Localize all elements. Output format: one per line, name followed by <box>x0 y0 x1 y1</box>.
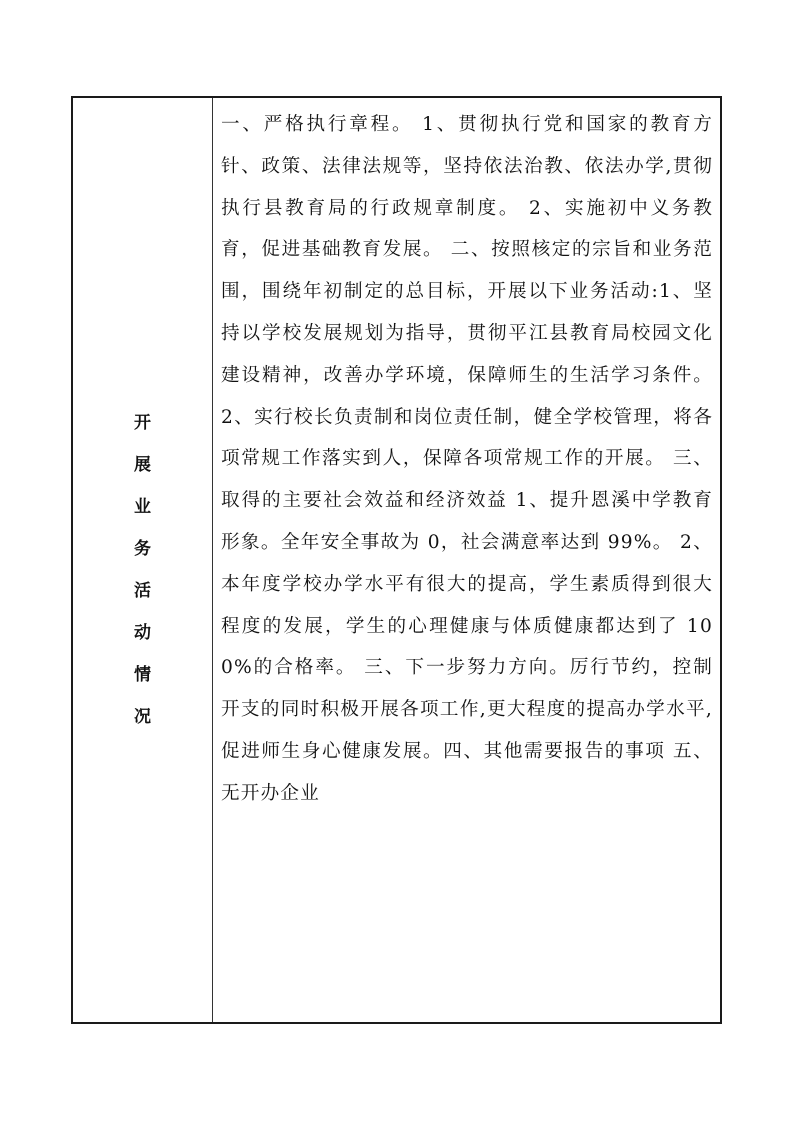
row-label-char: 动 <box>134 623 151 643</box>
activity-description: 一、严格执行章程。 1、贯彻执行党和国家的教育方针、政策、法律法规等，坚持依法治教、依法办学,贯彻执行县教育局的行政规章制度。 2、实施初中义务教育，促进基础教育发展。 二、按照核定的宗旨和业务范围，围绕年初制定的总目标，开展以下业务活动:1、坚持以学校发展规划为指导，贯彻平江县教育局校园文化建设精神，改善办学环境，保障师生的生活学习条件。 2、实行校长负责制和岗位责任制，健全学校管理，将各项常规工作落实到人，保障各项常规工作的开展。 三、取得的主要社会效益和经济效益 1、提升恩溪中学教育形象。全年安全事故为 0，社会满意率达到 99%。 2、本年度学校办学水平有很大的提高，学生素质得到很大程度的发展，学生的心理健康与体质健康都达到了 100%的合格率。 三、下一步努力方向。厉行节约，控制开支的同时积极开展各项工作,更大程度的提高办学水平,促进师生身心健康发展。四、其他需要报告的事项 五、无开办企业 <box>221 114 713 804</box>
row-content-cell <box>213 98 720 1022</box>
row-label-char: 业 <box>134 497 151 517</box>
row-label-char: 开 <box>134 413 151 433</box>
row-label-char: 况 <box>134 707 151 727</box>
row-label-char: 活 <box>134 581 151 601</box>
row-label-char: 展 <box>134 455 151 475</box>
row-label-char: 情 <box>134 665 151 685</box>
report-table <box>71 96 722 1024</box>
row-label-char: 务 <box>134 539 151 559</box>
row-label <box>73 402 212 738</box>
row-label-cell <box>73 98 213 1022</box>
